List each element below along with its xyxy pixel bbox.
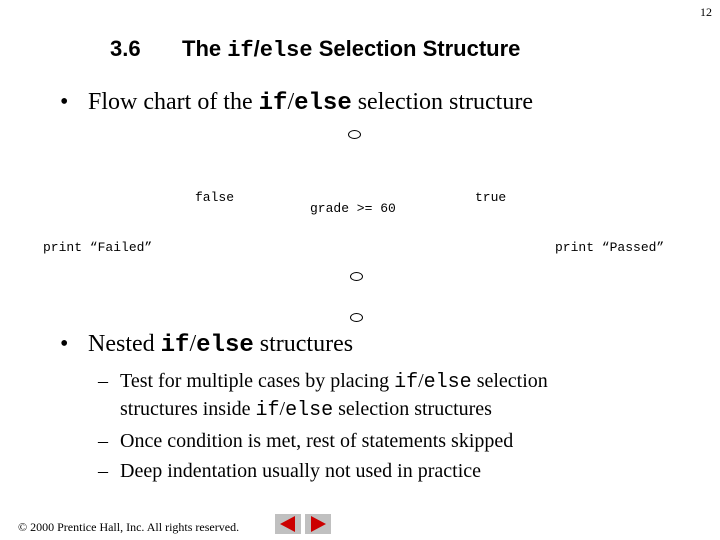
subbullet-slash: / <box>418 370 424 392</box>
copyright-footer <box>18 520 239 535</box>
subbullet-multiple-cases <box>98 368 548 424</box>
title-text-after: Selection Structure <box>312 36 521 61</box>
subbullet-slash: / <box>279 398 286 420</box>
subbullet-code-else: else <box>423 371 472 394</box>
triangle-left-icon <box>275 514 301 534</box>
subbullet-code-if: if <box>394 371 419 394</box>
copyright-text: 2000 Prentice Hall, Inc. All rights reserved. <box>27 520 240 534</box>
copyright-icon: © <box>18 520 28 534</box>
flowchart-end-circle <box>350 313 363 322</box>
flowchart-start-circle <box>348 130 361 139</box>
subbullet-text: Test for multiple cases by placing <box>120 370 395 392</box>
bullet-slash: / <box>189 331 197 357</box>
bullet-text-after: structures <box>253 331 354 357</box>
triangle-right-icon <box>305 514 331 534</box>
subbullet-text: selection <box>471 370 548 392</box>
flowchart-false-label: false <box>195 190 235 205</box>
title-slash: / <box>253 36 260 61</box>
previous-slide-button[interactable] <box>275 514 301 534</box>
bullet-text-after: selection structure <box>351 89 533 115</box>
bullet-nested <box>60 331 353 359</box>
bullet-text-before: Flow chart of the <box>88 89 259 115</box>
flowchart-connector-circle <box>350 272 363 281</box>
title-text-before: The <box>182 36 228 61</box>
next-slide-button[interactable] <box>305 514 331 534</box>
slide-title <box>110 36 520 63</box>
flowchart-condition: grade >= 60 <box>310 201 396 216</box>
bullet-code-else: else <box>196 332 254 359</box>
bullet-marker: • <box>60 331 69 357</box>
subbullet-dash: – <box>98 430 108 452</box>
bullet-marker: • <box>60 89 69 115</box>
title-code-else: else <box>259 38 313 63</box>
section-number: 3.6 <box>110 36 141 61</box>
subbullet-text: selection structures <box>333 398 492 420</box>
title-code-if: if <box>227 38 254 63</box>
flowchart-print-failed: print “Failed” <box>43 240 153 255</box>
flowchart-print-passed: print “Passed” <box>555 240 665 255</box>
subbullet-code-else: else <box>285 399 334 422</box>
flowchart-true-label: true <box>475 190 507 205</box>
bullet-code-if: if <box>160 332 190 359</box>
subbullet-code-if: if <box>255 399 280 422</box>
subbullet-dash: – <box>98 370 108 392</box>
subbullet-deep-indentation <box>98 458 481 484</box>
subbullet-text: structures inside <box>120 398 256 420</box>
subbullet-condition-met <box>98 428 513 454</box>
bullet-flowchart <box>60 89 533 117</box>
bullet-code-else: else <box>294 90 352 117</box>
subbullet-text: Deep indentation usually not used in practice <box>120 460 482 482</box>
bullet-code-if: if <box>258 90 288 117</box>
bullet-text-before: Nested <box>88 331 161 357</box>
subbullet-dash: – <box>98 460 108 482</box>
subbullet-text: Once condition is met, rest of statements skipped <box>120 430 514 452</box>
slide-number: 12 <box>700 5 712 19</box>
bullet-slash: / <box>287 89 295 115</box>
